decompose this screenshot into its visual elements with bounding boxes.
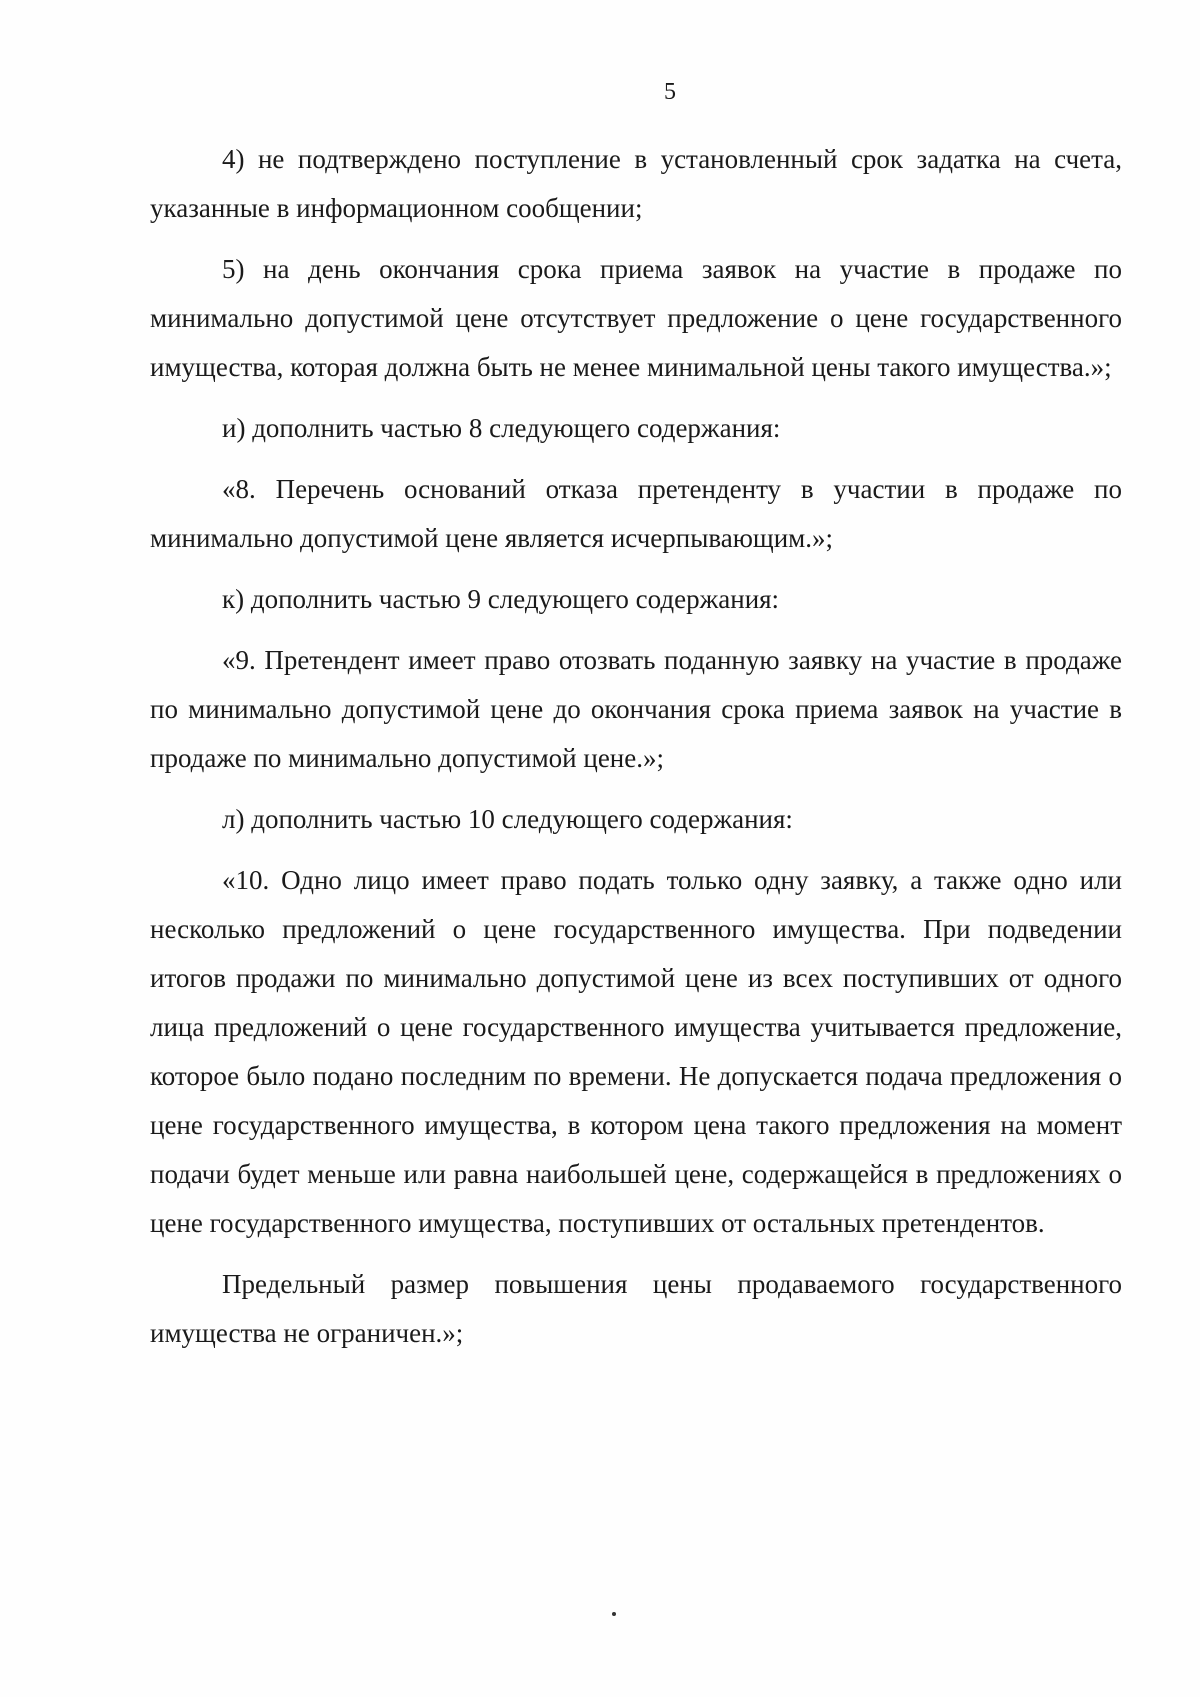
paragraph-part-9: «9. Претендент имеет право отозвать поданную заявку на участие в продаже по минимально допустимой цене до окончания срока приема заявок на участие в продаже по минимально допустимой цене.»; <box>150 645 1122 773</box>
paragraph-part-8: «8. Перечень оснований отказа претенденту в участии в продаже по минимально допустимой цене является исчерпывающим.»; <box>150 474 1122 553</box>
paragraph-item-5: 5) на день окончания срока приема заявок на участие в продаже по минимально допустимой цене отсутствует предложение о цене государственного имущества, которая должна быть не менее минимальной цены такого имущества.»; <box>150 254 1122 382</box>
paragraph-part-10: «10. Одно лицо имеет право подать только одну заявку, а также одно или несколько предложений о цене государственного имущества. При подведении итогов продажи по минимально допустимой цене из всех поступивших от одного лица предложений о цене государственного имущества учитывается предложение, которое было подано последним по времени. Не допускается подача предложения о цене государственного имущества, в котором цена такого предложения на момент подачи будет меньше или равна наибольшей цене, содержащейся в предложениях о цене государственного имущества, поступивших от остальных претендентов. <box>150 865 1122 1238</box>
document-body <box>150 135 1122 1370</box>
paragraph-item-4: 4) не подтверждено поступление в установленный срок задатка на счета, указанные в информационном сообщении; <box>150 144 1122 223</box>
paragraph-amend-k: к) дополнить частью 9 следующего содержания: <box>222 584 780 614</box>
paragraph-price-limit: Предельный размер повышения цены продаваемого государственного имущества не ограничен.»; <box>150 1269 1122 1348</box>
scan-speck <box>612 1612 616 1616</box>
paragraph-amend-i: и) дополнить частью 8 следующего содержания: <box>222 413 781 443</box>
paragraph-amend-l: л) дополнить частью 10 следующего содержания: <box>222 804 793 834</box>
page-number: 5 <box>664 79 676 105</box>
